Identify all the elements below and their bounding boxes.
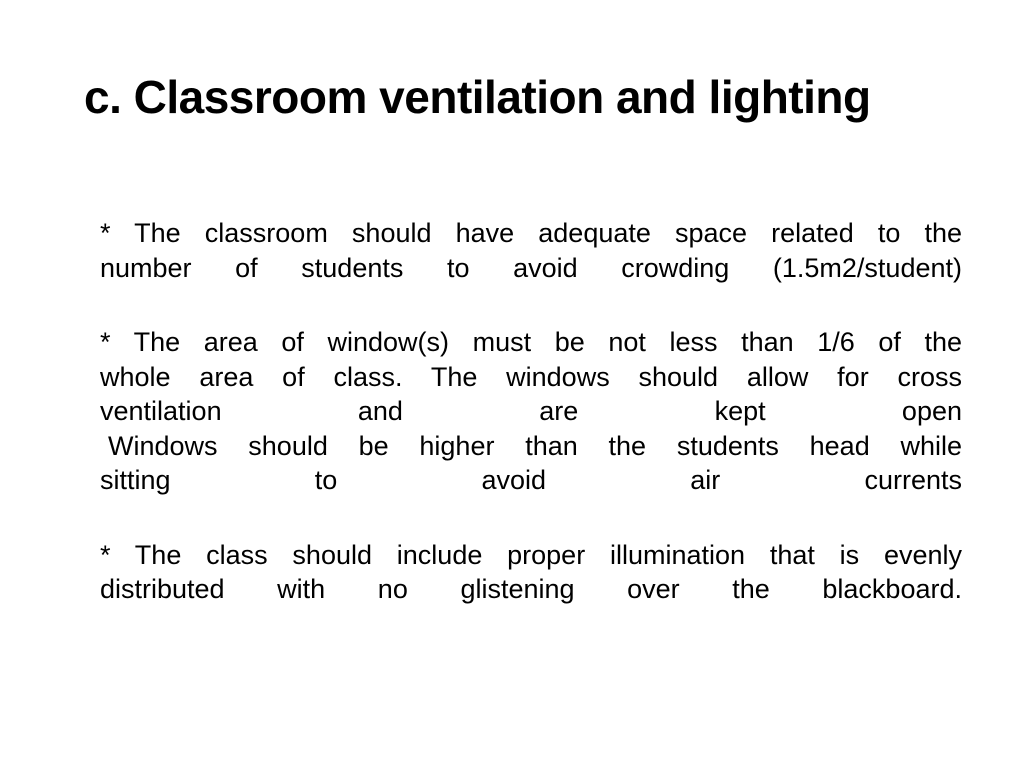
paragraph-windows (100, 325, 962, 498)
text-line: * The classroom should have adequate space related to the (100, 218, 962, 248)
text-line: * The area of window(s) must be not less than 1/6 of the (100, 327, 962, 357)
text-line: number of students to avoid crowding (1.5m2/student) (100, 252, 962, 283)
text-line: whole area of class. The windows should allow for cross (100, 361, 962, 392)
text-line: sitting to avoid air currents (100, 465, 962, 495)
text-line: Windows should be higher than the students head while (108, 430, 962, 461)
text-line: * The class should include proper illumination that is evenly (100, 539, 962, 570)
paragraph-space (100, 216, 962, 285)
text-line: distributed with no glistening over the blackboard. (100, 574, 962, 604)
slide-body (100, 216, 962, 647)
paragraph-illumination (100, 538, 962, 607)
text-line: ventilation and are kept open (100, 396, 962, 426)
slide-title: c. Classroom ventilation and lighting (84, 71, 871, 123)
